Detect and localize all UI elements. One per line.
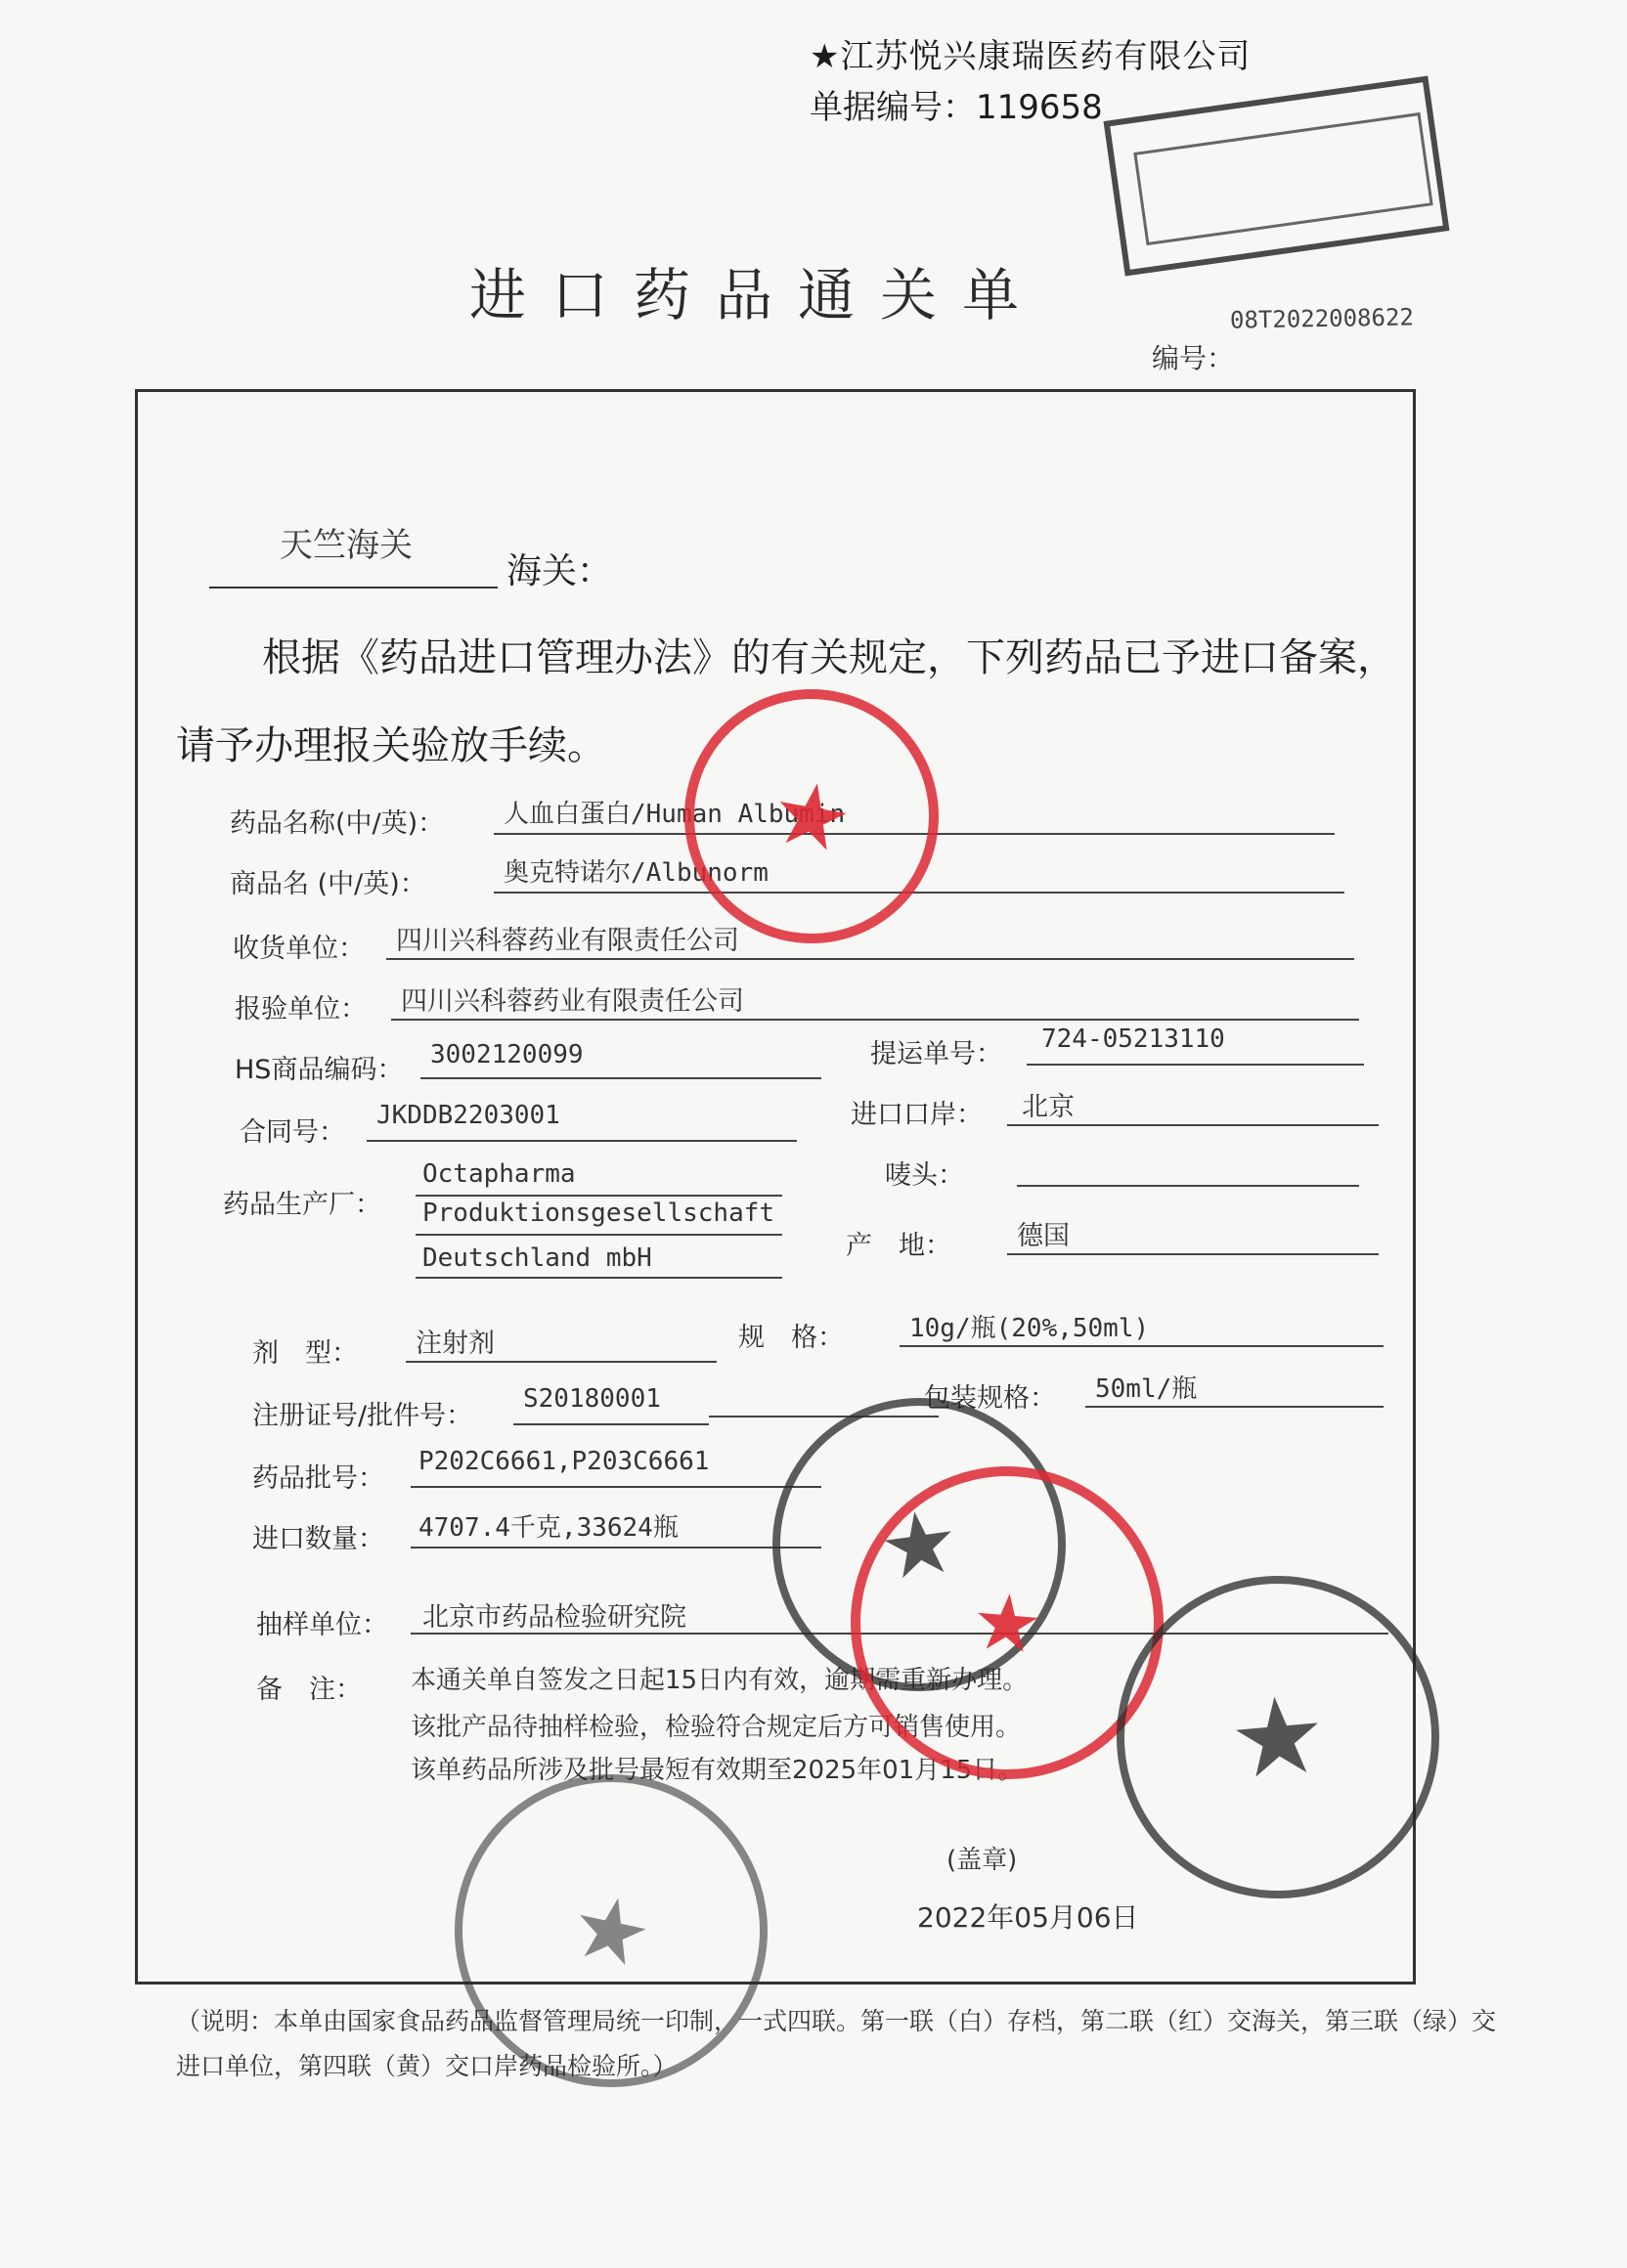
manufacturer-underline-2 — [416, 1234, 782, 1236]
batch-no-line — [411, 1486, 821, 1488]
manufacturer-line-3: Deutschland mbH — [422, 1243, 652, 1273]
reg-no-line — [513, 1423, 709, 1425]
consignee-value: 四川兴科蓉药业有限责任公司 — [396, 926, 739, 956]
seal-star-icon: ★ — [872, 1488, 966, 1601]
manufacturer-underline-1 — [416, 1195, 782, 1197]
quantity-line — [411, 1547, 821, 1548]
port-label: 进口口岸： — [851, 1100, 983, 1130]
hs-code-value: 3002120099 — [430, 1040, 584, 1069]
document-title: 进口药品通关单 — [469, 262, 1045, 328]
doc-number-label: 单据编号： — [810, 88, 976, 127]
drug-name-label: 药品名称(中/英)： — [230, 808, 445, 839]
declarant-value: 四川兴科蓉药业有限责任公司 — [401, 986, 744, 1017]
pack-spec-line — [1085, 1406, 1384, 1408]
serial-number: 08T2022008622 — [1229, 303, 1415, 334]
customs-name: 天竺海关 — [280, 526, 413, 565]
seal-star-icon: ★ — [764, 759, 859, 874]
dosage-form-label: 剂 型： — [252, 1338, 358, 1369]
port-value: 北京 — [1022, 1092, 1075, 1122]
bill-no-line — [1027, 1064, 1364, 1066]
consignee-line — [386, 958, 1354, 960]
shipping-mark-label: 唛头： — [885, 1160, 964, 1191]
drug-name-value: 人血白蛋白/Human Albumin — [504, 800, 846, 829]
spec-value: 10g/瓶(20%,50ml) — [909, 1314, 1150, 1343]
declarant-line — [391, 1019, 1359, 1021]
origin-label: 产 地： — [846, 1231, 951, 1261]
bill-no-value: 724-05213110 — [1041, 1025, 1225, 1054]
footnote: （说明：本单由国家食品药品监督管理局统一印制，一式四联。第一联（白）存档，第二联（红）交海关，第三联（绿）交进口单位，第四联（黄）交口岸药品检验所。） — [176, 2007, 1497, 2080]
reg-no-label: 注册证号/批件号： — [252, 1401, 473, 1431]
reg-no-value: S20180001 — [523, 1384, 661, 1414]
sampling-label: 抽样单位： — [256, 1610, 388, 1640]
doc-number-value: 119658 — [976, 88, 1103, 127]
trade-name-line — [494, 892, 1344, 894]
rectangular-stamp — [1103, 75, 1449, 276]
seal-label: (盖章) — [946, 1846, 1018, 1875]
intro-paragraph: 根据《药品进口管理办法》的有关规定，下列药品已予进口备案，请予办理报关验放手续。 — [176, 635, 1396, 768]
shipping-mark-line — [1017, 1185, 1359, 1187]
remarks-label: 备 注： — [256, 1675, 362, 1705]
seal-star-icon: ★ — [968, 1574, 1046, 1672]
header-doc-number — [810, 80, 1103, 128]
quantity-label: 进口数量： — [252, 1524, 384, 1554]
customs-suffix: 海关： — [506, 551, 613, 591]
seal-star-icon: ★ — [1224, 1670, 1332, 1805]
seal-star-icon: ★ — [561, 1872, 661, 1989]
dosage-form-line — [406, 1361, 717, 1363]
issue-date: 2022年05月06日 — [917, 1901, 1139, 1934]
pack-spec-label: 包装规格： — [924, 1383, 1056, 1414]
port-line — [1007, 1124, 1379, 1126]
serial-label: 编号： — [1152, 342, 1235, 374]
customs-underline — [209, 587, 498, 589]
contract-no-value: JKDDB2203001 — [376, 1101, 560, 1130]
trade-name-value: 奥克特诺尔/Albunorm — [504, 858, 769, 888]
contract-no-line — [367, 1140, 797, 1142]
bill-no-label: 提运单号： — [870, 1039, 1002, 1069]
batch-no-value: P202C6661,P203C6661 — [418, 1447, 710, 1476]
header-company: ★江苏悦兴康瑞医药有限公司 — [810, 37, 1252, 76]
spec-line — [900, 1345, 1384, 1347]
contract-no-label: 合同号： — [240, 1117, 345, 1148]
manufacturer-underline-3 — [416, 1277, 782, 1279]
origin-line — [1007, 1253, 1379, 1255]
batch-no-label: 药品批号： — [252, 1463, 384, 1494]
sampling-value: 北京市药品检验研究院 — [422, 1602, 686, 1633]
remark-line-3: 该单药品所涉及批号最短有效期至2025年01月15日。 — [411, 1756, 1024, 1785]
dosage-form-value: 注射剂 — [416, 1329, 495, 1359]
remark-line-1: 本通关单自签发之日起15日内有效，逾期需重新办理。 — [411, 1666, 1029, 1695]
hs-code-line — [420, 1077, 821, 1079]
declarant-label: 报验单位： — [235, 994, 367, 1025]
origin-value: 德国 — [1017, 1221, 1070, 1251]
manufacturer-line-1: Octapharma — [422, 1159, 576, 1189]
consignee-label: 收货单位： — [233, 934, 365, 964]
manufacturer-label: 药品生产厂： — [223, 1190, 381, 1220]
spec-label: 规 格： — [738, 1323, 844, 1353]
pack-spec-value: 50ml/瓶 — [1095, 1374, 1198, 1404]
trade-name-label: 商品名 (中/英)： — [230, 869, 426, 899]
quantity-value: 4707.4千克,33624瓶 — [418, 1513, 679, 1543]
hs-code-label: HS商品编码： — [235, 1055, 404, 1085]
remark-line-2: 该批产品待抽样检验，检验符合规定后方可销售使用。 — [411, 1713, 1022, 1742]
manufacturer-line-2: Produktionsgesellschaft — [422, 1199, 775, 1228]
